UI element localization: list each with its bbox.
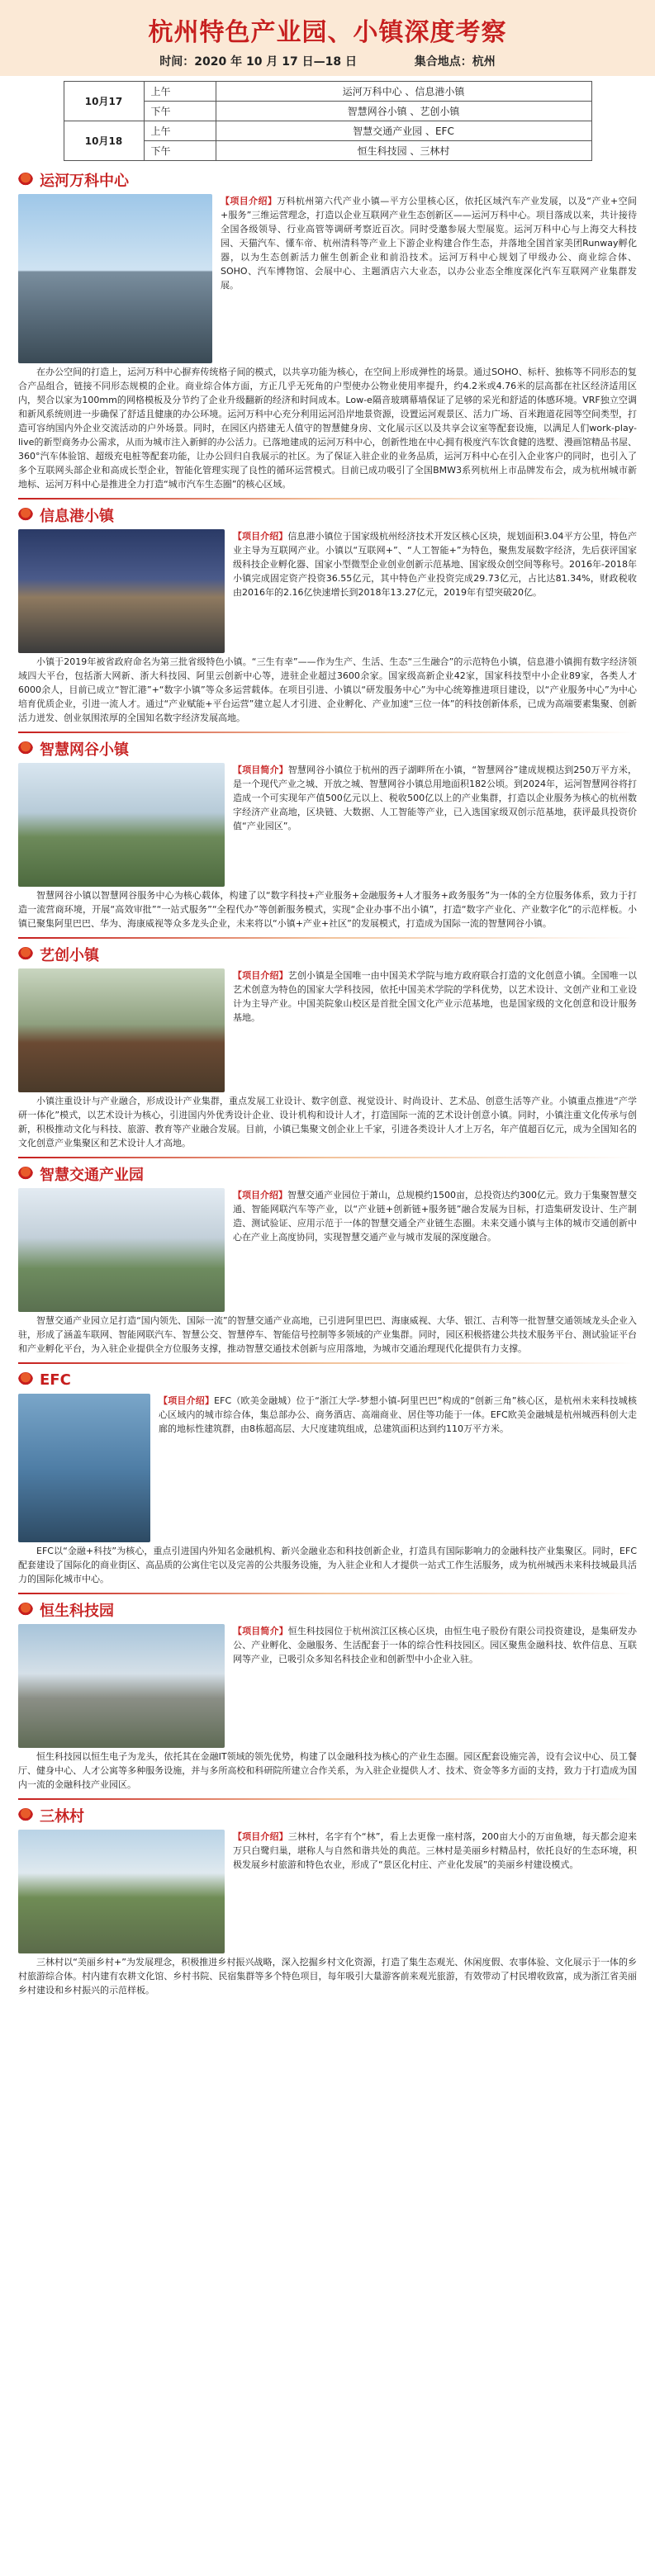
section-smart-traffic-park [18,1163,637,1356]
section-bullet-icon [18,173,33,187]
section-art-creative-town [18,944,637,1150]
slot-cell: 下午 [144,141,216,161]
project-photo [18,194,212,363]
activity-cell: 智慧交通产业园 、EFC [216,121,591,141]
time-label: 时间：2020 年 10 月 17 日—18 日 [159,55,357,69]
section-efc [18,1369,637,1586]
section-paragraph: 智慧交通产业园立足打造“国内领先、国际一流”的智慧交通产业高地，已引进阿里巴巴、海康威视、大华、银江、吉利等一批智慧交通领域龙头企业入驻，形成了涵盖车联网、智能网联汽车、智慧公交、智慧停车、智能信号控制等多领域的产业集群。同时，园区积极搭建公共技术服务平台、测试验证平台和产业孵化平台，为入驻企业提供全方位服务支撑，推动智慧交通技术创新与应用落地，为城市交通治理现代化提供有力支撑。 [18,1315,637,1354]
section-paragraph: 智慧网谷小镇以智慧网谷服务中心为核心载体，构建了以“数字科技+产业服务+金融服务+人才服务+政务服务”为一体的全方位服务体系，致力于打造一流营商环境，开展“高效审批”“一站式服务”“全程代办”等创新服务模式，实现“企业办事不出小镇”，打造“数字产业化、产业数字化”的示范样板。小镇已聚集阿里巴巴、华为、海康威视等众多龙头企业，未来将以“小镇+产业+社区”的发展模式，打造成为国际一流的智慧网谷小镇。 [18,890,637,929]
section-bullet-icon [18,508,33,523]
project-intro: 【项目介绍】信息港小镇位于国家级杭州经济技术开发区核心区块，规划面积3.04平方公里，特色产业主导为互联网产业。小镇以“互联网+”、“人工智能+”为特色，聚焦发展数字经济，先后获评国家级科技企业孵化器、国家小型微型企业创业创新示范基地、国家级众创空间等称号。2016年-2018年小镇完成固定资产投资36.55亿元，其中特色产业投资完成29.73亿元，占比达81.34%，财政税收由2016年的2.16亿快速增长到2018年13.27亿元，2019年有望突破20亿。 [233,531,637,598]
section-info-port-town [18,504,637,725]
project-intro: 【项目介绍】艺创小镇是全国唯一由中国美术学院与地方政府联合打造的文化创意小镇。全国唯一以艺术创意为特色的国家大学科技园，依托中国美术学院的学科优势，以艺术设计、文创产业和工业设计为主导产业。中国美院象山校区是首批全国文化产业示范基地，也是国家级的文化创意和设计服务基地。 [233,970,638,1023]
date-cell: 10月18 [64,121,144,161]
section-paragraph: 恒生科技园以恒生电子为龙头，依托其在金融IT领域的领先优势，构建了以金融科技为核心的产业生态圈。园区配套设施完善，设有会议中心、员工餐厅、健身中心、人才公寓等多种服务设施，并与多所高校和科研院所建立合作关系，为入驻企业提供人才、技术、资金等多方面的支持，致力于打造成为国内一流的金融科技产业园区。 [18,1751,637,1790]
schedule-table [64,81,592,161]
project-intro: 【项目介绍】EFC（欧美金融城）位于“浙江大学-梦想小镇-阿里巴巴”构成的“创新三角”核心区，是杭州未来科技城核心区域内的城市综合体，集总部办公、商务酒店、高端商业、居住等功能于一体。EFC欧美金融城是杭州城西科创大走廊的地标性建筑群，由8栋超高层、大尺度建筑组成，总建筑面积达到约110万平方米。 [159,1395,637,1434]
section-bullet-icon [18,1808,33,1823]
section-paragraph: 三林村以“美丽乡村+”为发展理念，积极推进乡村振兴战略，深入挖掘乡村文化资源，打造了集生态观光、休闲度假、农事体验、文化展示于一体的乡村旅游综合体。村内建有农耕文化馆、乡村书院、民宿集群等多个特色项目，每年吸引大量游客前来观光旅游，有效带动了村民增收致富，成为浙江省美丽乡村建设和乡村振兴的示范样板。 [18,1957,637,1996]
project-intro: 【项目介绍】智慧交通产业园位于萧山，总规模约1500亩，总投资达约300亿元。致力于集聚智慧交通、智能网联汽车等产业，以“产业链+创新链+服务链”融合发展为目标，打造集研发设计、生产制造、测试验证、应用示范于一体的智慧交通全产业链生态圈。未来交通小镇与主体的城市交通创新中心在产业上高度协同，实现智慧交通产业与城市发展的深度融合。 [233,1190,637,1243]
project-photo [18,968,225,1092]
section-paragraph: 在办公空间的打造上，运河万科中心摒弃传统格子间的模式，以共享功能为核心，在空间上形成弹性的场景。通过SOHO、标杆、独栋等不同形态的复合产品组合，链接不同形态规模的企业。商业综合体方面，方正几乎无死角的户型使办公物业使用率提升，约4.2米或4.76米的层高都在社区经济适用区内，契合以家为100mm的网格模板及分节约了企业升级翻新的经济和时间成本。Low-e隔音玻璃幕墙保证了足够的采光和舒适的体感环境。VRF独立空调和新风系统则进一步确保了舒适且健康的办公环境。运河万科中心充分利用运河沿岸地景资源，设置运河观景区、活力广场、百米跑道花园等空间类型，打造可容纳国内外企业交流活动的户外场景。同时，在园区内搭建无人值守的智慧健身房、文化展示区以及共享会议室等配套设施，以满足人们work-play-live的新型商务办公需求，从而为城市注入新鲜的办公活力。已落地建成的运河万科中心，创新性地在中心拥有极度汽车饮食健的选墅、漫画馆精品书屋、360°汽车体验馆、超级充电桩等配套功能，让办公回归自我展示的社区。为了保证入驻企业的业务品质，运河万科中心在引入企业客户的同时，也引入了多个互联网头部企业和高成长型企业，智能化管理实现了良性的循环运营模式。目前已成功吸引了全国BMW3系列杭州上市品牌发布会，成为杭州城市新地标、运河万科中心是推进全力打造“城市汽车生态圈”的核心区域。 [18,367,637,490]
section-title: 信息港小镇 [18,504,637,526]
activity-cell: 运河万科中心 、信息港小镇 [216,82,591,102]
project-intro: 【项目介绍】万科杭州第六代产业小镇—平方公里核心区，依托区域汽车产业发展，以及“产业+空间+服务”三维运营理念，打造以企业互联网产业生态创新区——运河万科中心。项目落成以来，共计接待全国各级领导、行业高管等调研考察近百次。同时受邀参展大型展览。运河万科中心与上海交大科技园、天猫汽车、懂车帝、杭州清科等产业上下游企业构建合作生态，并落地全国首家美团Runway孵化器，以为生态创新活力催生创新企业和前沿技术。运河万科中心规划了甲级办公、商业综合体、SOHO、汽车博物馆、会展中心、主题酒店六大业态，以办公业态全维度深化汽车互联网产业集群发展。 [221,196,638,291]
section-title: 运河万科中心 [18,169,637,191]
project-photo [18,529,225,653]
section-bullet-icon [18,1167,33,1181]
section-hundsun-park [18,1599,637,1792]
section-paragraph: EFC以“金融+科技”为核心，重点引进国内外知名金融机构、新兴金融业态和科技创新企业，打造具有国际影响力的金融科技产业集聚区。同时，EFC配套建设了国际化的商业街区、高品质的公寓住宅以及完善的公共服务设施，为入驻企业和人才提供一站式工作生活服务，成为杭州城西未来科技城最具活力的国际化城市中心。 [18,1546,637,1584]
section-title: 艺创小镇 [18,944,637,965]
project-photo [18,1188,225,1312]
trip-meta [0,53,655,69]
section-title: 恒生科技园 [18,1599,637,1621]
project-photo [18,1624,225,1748]
section-bullet-icon [18,947,33,962]
section-paragraph: 小镇注重设计与产业融合，形成设计产业集群，重点发展工业设计、数字创意、视觉设计、时尚设计、艺术品、创意生活等产业。小镇重点推进“产学研一体化”模式，以艺术设计为核心，引进国内外优秀设计企业、设计机构和设计人才，打造国际一流的艺术设计创意小镇。同时，小镇注重文化传承与创新，积极推动文化与科技、旅游、教育等产业融合发展。目前，小镇已集聚文创企业上千家，引进各类设计人才上万名，年产值超百亿元，成为全国知名的文化创意产业集聚区和艺术设计人才高地。 [18,1096,637,1148]
table-row [64,121,591,141]
slot-cell: 上午 [144,121,216,141]
activity-cell: 智慧网谷小镇 、艺创小镇 [216,102,591,121]
section-sanlin-village [18,1805,637,1997]
place-label: 集合地点：杭州 [414,55,496,69]
project-photo [18,1394,150,1542]
section-bullet-icon [18,741,33,756]
project-intro: 【项目介绍】三林村，名字有个“林”，看上去更像一座村落，200亩大小的万亩鱼塘，每天都会迎来万只白鹭归巢，堪称人与自然和谐共处的典范。三林村是美丽乡村精品村，依托良好的生态环境，积极发展乡村旅游和特色农业，形成了“景区化村庄、产业化发展”的美丽乡村建设模式。 [233,1831,638,1870]
section-bullet-icon [18,1603,33,1617]
project-intro: 【项目简介】智慧网谷小镇位于杭州的西子湖畔所在小镇，“智慧网谷”建成规模达到250万平方米，是一个现代产业之城、开放之城、智慧网谷小镇总用地面积182公顷。到2024年，运河智慧网谷将打造成一个可实现年产值500亿元以上、税收500亿以上的产业集群，打造以企业服务为核心的杭州数字经济产业高地，区块链、大数据、人工智能等产业，已入选国家级双创示范基地，获评最具投资价值“产业园区”。 [233,765,638,831]
section-title: EFC [18,1369,637,1390]
section-smart-valley-town [18,738,637,930]
section-title: 智慧交通产业园 [18,1163,637,1185]
section-title: 智慧网谷小镇 [18,738,637,760]
section-paragraph: 小镇于2019年被省政府命名为第三批省级特色小镇。“三生有幸”——作为生产、生活、生态“三生融合”的示范特色小镇，信息港小镇拥有数字经济领域四大平台，包括浙大网新、浙大科技园、阿里云创新中心等，进驻企业超过3600余家。国家级高新企业42家，国家科技型中小企业89家，各类人才6000余人，目前已成立“智汇港”+“数字小镇”等众多运营载体。在项目引进、小镇以“研发服务中心”为中心统筹推进项目建设，以“产业服务中心”为中心培育优质企业，引进一流人才。通过“产业赋能+平台运营”建立起人才引进、企业孵化、产业加速“三位一体”的科技创新体系，已成为高端要素集聚、创新活力迸发、创业氛围浓厚的全国知名数字经济发展高地。 [18,656,637,723]
project-photo [18,1830,225,1953]
page-header [0,0,655,76]
slot-cell: 上午 [144,82,216,102]
activity-cell: 恒生科技园 、三林村 [216,141,591,161]
project-photo [18,763,225,887]
table-row [64,82,591,102]
date-cell: 10月17 [64,82,144,121]
section-title: 三林村 [18,1805,637,1826]
page-title: 杭州特色产业园、小镇深度考察 [148,18,507,47]
section-bullet-icon [18,1372,33,1387]
project-intro: 【项目简介】恒生科技园位于杭州滨江区核心区块，由恒生电子股份有限公司投资建设，是集研发办公、产业孵化、金融服务、生活配套于一体的综合性科技园区。园区聚焦金融科技、软件信息、互联网等产业，已吸引众多知名科技企业和创新型中小企业入驻。 [233,1626,638,1664]
slot-cell: 下午 [144,102,216,121]
section-vanke-center [18,169,637,491]
